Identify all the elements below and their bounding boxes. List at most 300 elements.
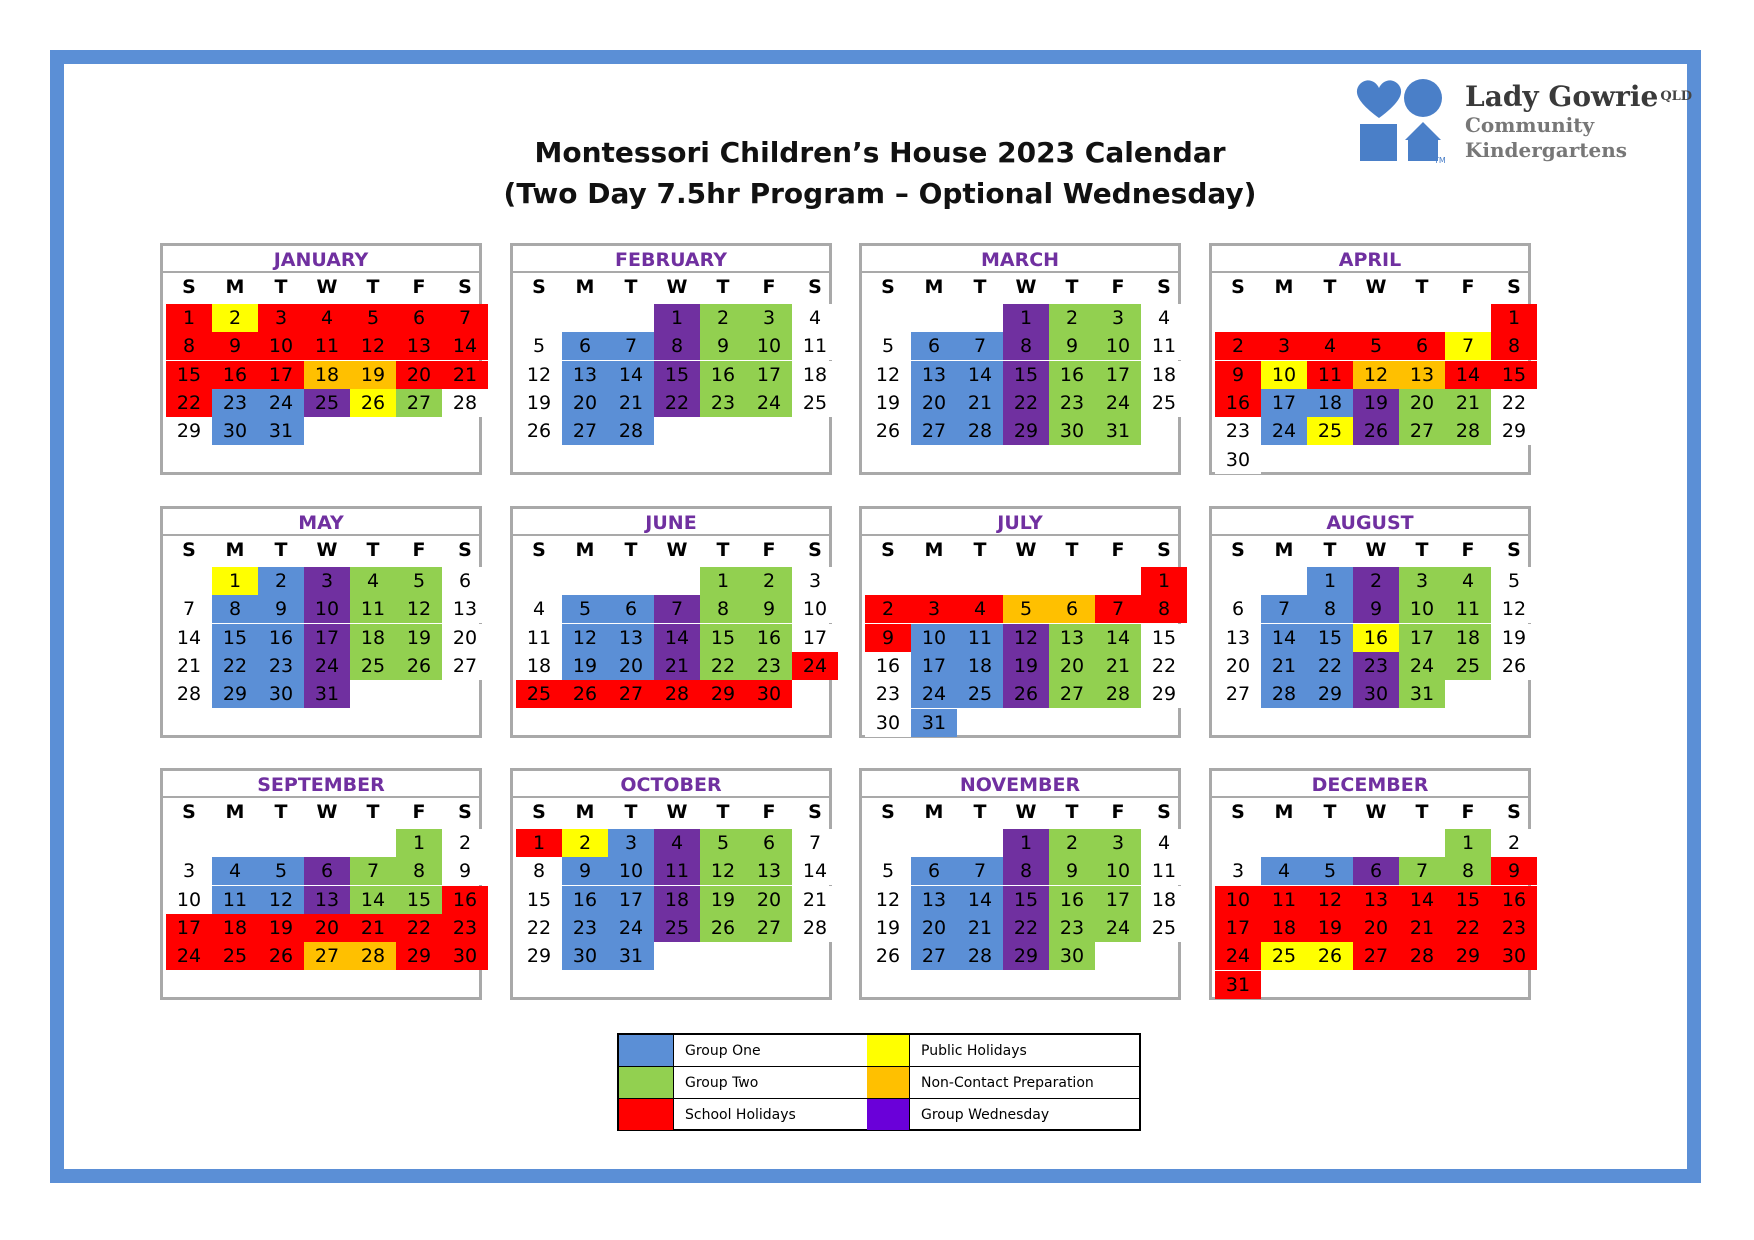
day-cell: 9 [442,857,488,885]
day-cell: 12 [396,595,442,623]
day-cell: 26 [865,417,911,445]
day-cell: 1 [1445,829,1491,857]
day-cell: 15 [1003,361,1049,389]
weekday-header: S [1157,539,1171,561]
weekday-header: F [1111,801,1125,823]
day-cell: 26 [1353,417,1399,445]
day-cell: 10 [304,595,350,623]
day-cell: 20 [911,914,957,942]
weekday-header: S [808,801,822,823]
logo-text [1465,80,1692,163]
weekday-header: W [1015,276,1037,298]
day-cell: 4 [212,857,258,885]
day-cell: 22 [1003,914,1049,942]
day-cell: 21 [957,389,1003,417]
weekday-header: W [316,801,338,823]
day-cell: 8 [166,332,212,360]
day-cell: 19 [350,361,396,389]
day-cell: 3 [1095,829,1141,857]
weekday-header: S [1507,801,1521,823]
month-september [160,768,482,1000]
weekday-header: S [458,801,472,823]
day-cell: 13 [746,857,792,885]
day-cell: 17 [746,361,792,389]
day-cell: 7 [957,332,1003,360]
day-cell: 27 [562,417,608,445]
day-cell: 6 [1215,595,1261,623]
day-cell: 15 [166,361,212,389]
month-name: JULY [862,509,1178,536]
day-cell: 24 [911,680,957,708]
day-cell: 5 [1003,595,1049,623]
weekday-header: T [1065,276,1079,298]
day-cell: 7 [1445,332,1491,360]
day-cell: 8 [516,857,562,885]
day-cell: 17 [1095,886,1141,914]
weekday-header: T [1323,276,1337,298]
day-cell: 18 [1141,886,1187,914]
circle-icon [1404,79,1442,117]
day-cell: 25 [1445,652,1491,680]
day-cell: 2 [1353,567,1399,595]
month-january [160,243,482,475]
weekday-header: F [412,276,426,298]
day-cell: 7 [1095,595,1141,623]
month-march [859,243,1181,475]
day-cell: 17 [166,914,212,942]
weekday-header: S [458,539,472,561]
day-cell: 17 [911,652,957,680]
weekday-header: T [1065,539,1079,561]
day-cell: 5 [396,567,442,595]
day-cell: 2 [1215,332,1261,360]
month-name: AUGUST [1212,509,1528,536]
day-cell: 27 [608,680,654,708]
day-cell: 8 [654,332,700,360]
day-cell: 13 [1049,624,1095,652]
day-cell: 19 [562,652,608,680]
trademark-mark: TM [1434,156,1446,165]
day-cell: 25 [1141,914,1187,942]
weekday-header: M [225,276,245,298]
day-cell: 26 [1003,680,1049,708]
square-icon [1360,124,1397,161]
day-cell: 17 [304,624,350,652]
legend-label: Non-Contact Preparation [921,1075,1094,1091]
day-cell: 5 [562,595,608,623]
day-cell: 31 [911,709,957,737]
day-cell: 13 [608,624,654,652]
weekday-header: F [412,539,426,561]
day-cell: 14 [350,886,396,914]
day-cell: 9 [865,624,911,652]
day-cell: 15 [212,624,258,652]
day-cell: 30 [746,680,792,708]
day-cell: 11 [350,595,396,623]
day-cell: 21 [1445,389,1491,417]
day-cell: 15 [654,361,700,389]
day-cell: 2 [442,829,488,857]
month-february [510,243,832,475]
day-cell: 4 [654,829,700,857]
weekday-header: T [1323,801,1337,823]
day-cell: 26 [396,652,442,680]
day-cell: 22 [212,652,258,680]
day-cell: 20 [746,886,792,914]
legend-label: Public Holidays [921,1043,1027,1059]
day-cell: 13 [1353,886,1399,914]
month-name: NOVEMBER [862,771,1178,798]
month-name: APRIL [1212,246,1528,273]
day-cell: 28 [442,389,488,417]
day-cell: 17 [1261,389,1307,417]
day-cell: 10 [911,624,957,652]
day-cell: 26 [1307,942,1353,970]
day-cell: 14 [957,886,1003,914]
day-cell: 19 [865,389,911,417]
day-cell: 1 [1307,567,1353,595]
day-cell: 25 [304,389,350,417]
day-cell: 17 [608,886,654,914]
weekday-header: M [575,801,595,823]
day-cell: 28 [957,942,1003,970]
legend-label: Group Wednesday [921,1107,1050,1123]
day-cell: 30 [1491,942,1537,970]
legend-label: Group One [685,1043,761,1059]
day-cell: 9 [1491,857,1537,885]
weekday-header: M [575,539,595,561]
legend-swatch [619,1099,674,1130]
day-cell: 29 [396,942,442,970]
day-cell: 3 [792,567,838,595]
day-cell: 9 [1049,332,1095,360]
legend-swatch [619,1035,674,1066]
day-cell: 7 [1399,857,1445,885]
day-cell: 22 [1003,389,1049,417]
day-cell: 28 [1095,680,1141,708]
day-cell: 1 [1141,567,1187,595]
day-cell: 21 [350,914,396,942]
day-cell: 11 [1141,332,1187,360]
month-december [1209,768,1531,1000]
day-cell: 10 [166,886,212,914]
day-cell: 26 [865,942,911,970]
day-cell: 25 [654,914,700,942]
day-cell: 8 [212,595,258,623]
day-cell: 31 [1215,971,1261,999]
day-cell: 2 [1049,829,1095,857]
day-cell: 15 [1445,886,1491,914]
day-cell: 11 [957,624,1003,652]
day-cell: 9 [746,595,792,623]
legend [617,1033,1141,1131]
day-cell: 18 [957,652,1003,680]
logo-name: Lady Gowrie [1465,80,1659,113]
day-cell: 8 [1003,332,1049,360]
weekday-header: S [1231,801,1245,823]
day-cell: 1 [396,829,442,857]
day-cell: 14 [166,624,212,652]
day-cell: 12 [562,624,608,652]
weekday-header: T [1415,276,1429,298]
day-cell: 13 [1215,624,1261,652]
day-cell: 24 [792,652,838,680]
day-cell: 16 [212,361,258,389]
day-cell: 1 [212,567,258,595]
legend-swatch [619,1067,674,1098]
day-cell: 27 [396,389,442,417]
day-cell: 13 [911,361,957,389]
day-cell: 26 [1491,652,1537,680]
day-cell: 15 [516,886,562,914]
day-cell: 12 [1353,361,1399,389]
day-cell: 3 [258,304,304,332]
day-cell: 5 [1353,332,1399,360]
day-cell: 14 [1445,361,1491,389]
day-cell: 31 [1095,417,1141,445]
weekday-header: T [973,801,987,823]
day-cell: 18 [792,361,838,389]
day-cell: 7 [792,829,838,857]
day-cell: 11 [212,886,258,914]
day-cell: 4 [1141,304,1187,332]
day-cell: 21 [442,361,488,389]
day-cell: 18 [212,914,258,942]
day-cell: 5 [865,857,911,885]
day-cell: 11 [516,624,562,652]
day-cell: 28 [654,680,700,708]
day-cell: 19 [1307,914,1353,942]
weekday-header: F [1461,801,1475,823]
day-cell: 29 [1141,680,1187,708]
weekday-header: F [762,801,776,823]
day-cell: 29 [516,942,562,970]
day-cell: 8 [1491,332,1537,360]
day-cell: 7 [442,304,488,332]
day-cell: 21 [1095,652,1141,680]
day-cell: 16 [1215,389,1261,417]
weekday-header: W [1015,801,1037,823]
day-cell: 23 [258,652,304,680]
day-cell: 29 [1491,417,1537,445]
weekday-header: W [316,539,338,561]
day-cell: 24 [608,914,654,942]
day-cell: 14 [608,361,654,389]
day-cell: 8 [1307,595,1353,623]
day-cell: 19 [1003,652,1049,680]
day-cell: 25 [1261,942,1307,970]
day-cell: 20 [304,914,350,942]
day-cell: 21 [792,886,838,914]
day-cell: 7 [957,857,1003,885]
weekday-header: M [225,801,245,823]
day-cell: 27 [304,942,350,970]
weekday-header: T [274,276,288,298]
weekday-header: M [575,276,595,298]
day-cell: 3 [1215,857,1261,885]
day-cell: 16 [258,624,304,652]
day-cell: 24 [1261,417,1307,445]
day-cell: 12 [1003,624,1049,652]
day-cell: 15 [1141,624,1187,652]
day-cell: 10 [1261,361,1307,389]
day-cell: 2 [1049,304,1095,332]
day-cell: 31 [304,680,350,708]
heart-icon [1357,80,1401,118]
day-cell: 9 [1049,857,1095,885]
day-cell: 16 [1049,361,1095,389]
month-june [510,506,832,738]
weekday-header: T [716,539,730,561]
day-cell: 28 [350,942,396,970]
day-cell: 28 [608,417,654,445]
day-cell: 27 [911,417,957,445]
day-cell: 26 [350,389,396,417]
day-cell: 22 [396,914,442,942]
day-cell: 7 [350,857,396,885]
day-cell: 27 [746,914,792,942]
legend-item-non-contact-preparation [869,1067,1139,1099]
day-cell: 11 [304,332,350,360]
day-cell: 16 [865,652,911,680]
day-cell: 5 [1307,857,1353,885]
day-cell: 7 [1261,595,1307,623]
day-cell: 6 [746,829,792,857]
day-cell: 17 [258,361,304,389]
legend-label: Group Two [685,1075,759,1091]
weekday-header: S [182,801,196,823]
day-cell: 14 [1261,624,1307,652]
weekday-header: W [1365,539,1387,561]
day-cell: 3 [746,304,792,332]
month-may [160,506,482,738]
weekday-header: F [1111,276,1125,298]
month-name: OCTOBER [513,771,829,798]
weekday-header: T [624,801,638,823]
day-cell: 27 [911,942,957,970]
day-cell: 16 [1049,886,1095,914]
day-cell: 12 [1307,886,1353,914]
day-cell: 23 [1353,652,1399,680]
day-cell: 23 [562,914,608,942]
day-cell: 18 [1307,389,1353,417]
day-cell: 25 [516,680,562,708]
day-cell: 6 [562,332,608,360]
day-cell: 27 [442,652,488,680]
day-cell: 9 [258,595,304,623]
day-cell: 11 [792,332,838,360]
legend-item-group-wednesday [869,1099,1139,1130]
day-cell: 18 [516,652,562,680]
day-cell: 20 [1049,652,1095,680]
weekday-header: S [1231,276,1245,298]
day-cell: 20 [396,361,442,389]
legend-label: School Holidays [685,1107,796,1123]
day-cell: 11 [1141,857,1187,885]
calendar-title: Montessori Children’s House 2023 Calendar [534,136,1226,169]
day-cell: 5 [865,332,911,360]
day-cell: 17 [792,624,838,652]
weekday-header: T [366,801,380,823]
day-cell: 21 [957,914,1003,942]
day-cell: 26 [700,914,746,942]
weekday-header: M [924,539,944,561]
day-cell: 4 [350,567,396,595]
month-name: FEBRUARY [513,246,829,273]
day-cell: 30 [1353,680,1399,708]
day-cell: 6 [442,567,488,595]
weekday-header: T [274,801,288,823]
day-cell: 30 [212,417,258,445]
day-cell: 28 [1399,942,1445,970]
day-cell: 22 [700,652,746,680]
legend-item-public-holidays [869,1035,1139,1067]
weekday-header: F [762,276,776,298]
day-cell: 23 [1049,914,1095,942]
day-cell: 14 [957,361,1003,389]
day-cell: 18 [1141,361,1187,389]
day-cell: 2 [700,304,746,332]
month-october [510,768,832,1000]
weekday-header: T [973,539,987,561]
day-cell: 30 [1049,942,1095,970]
day-cell: 19 [700,886,746,914]
day-cell: 24 [746,389,792,417]
day-cell: 23 [865,680,911,708]
month-name: JUNE [513,509,829,536]
day-cell: 22 [654,389,700,417]
day-cell: 28 [792,914,838,942]
day-cell: 20 [562,389,608,417]
weekday-header: T [716,276,730,298]
day-cell: 12 [516,361,562,389]
weekday-header: T [624,276,638,298]
day-cell: 12 [1491,595,1537,623]
day-cell: 25 [1141,389,1187,417]
day-cell: 2 [212,304,258,332]
day-cell: 13 [304,886,350,914]
day-cell: 1 [1003,829,1049,857]
day-cell: 29 [1003,417,1049,445]
day-cell: 2 [562,829,608,857]
day-cell: 20 [1353,914,1399,942]
day-cell: 22 [1445,914,1491,942]
day-cell: 30 [1215,446,1261,474]
month-name: DECEMBER [1212,771,1528,798]
day-cell: 7 [654,595,700,623]
day-cell: 25 [1307,417,1353,445]
weekday-header: T [1415,539,1429,561]
weekday-header: M [1274,276,1294,298]
day-cell: 24 [1399,652,1445,680]
weekday-header: F [412,801,426,823]
weekday-header: S [808,539,822,561]
day-cell: 25 [212,942,258,970]
day-cell: 18 [350,624,396,652]
day-cell: 11 [654,857,700,885]
legend-swatch [867,1067,910,1098]
legend-item-group-one [619,1035,869,1067]
day-cell: 6 [1353,857,1399,885]
calendar-subtitle: (Two Day 7.5hr Program – Optional Wednesday) [503,177,1257,210]
month-name: MAY [163,509,479,536]
day-cell: 26 [516,417,562,445]
day-cell: 15 [1003,886,1049,914]
day-cell: 6 [1399,332,1445,360]
day-cell: 16 [442,886,488,914]
day-cell: 17 [1215,914,1261,942]
day-cell: 14 [654,624,700,652]
